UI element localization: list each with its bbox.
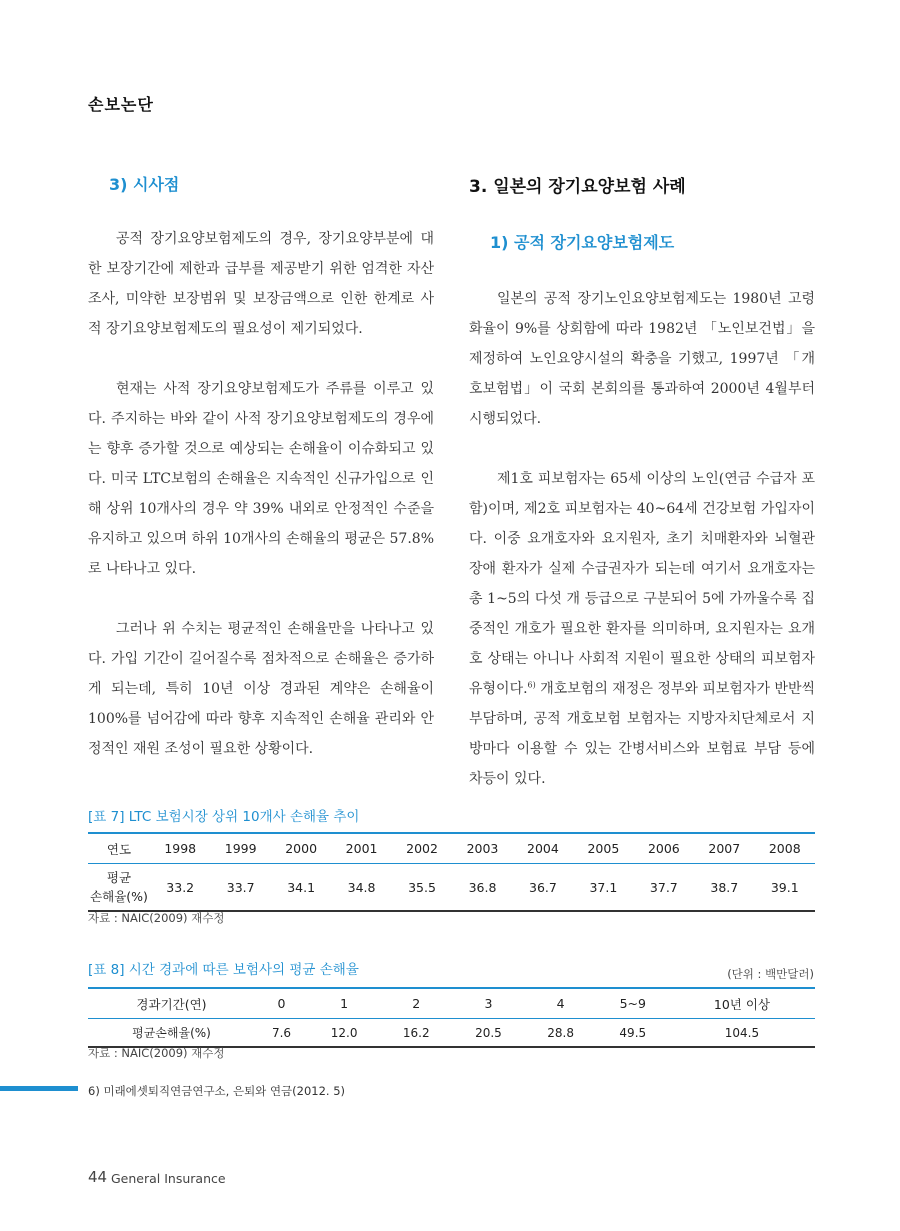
right-heading: 3. 일본의 장기요양보험 사례: [469, 177, 686, 197]
table-row: [88, 864, 815, 912]
table8: [88, 987, 815, 1048]
table7-header-cell: 2005: [573, 833, 633, 864]
footnote-divider: [0, 1086, 78, 1091]
table7-cell: 39.1: [770, 879, 799, 895]
table7-cell: 33.2: [166, 879, 195, 895]
footnote-marker[interactable]: 6): [527, 680, 536, 690]
table8-cell: 7.6: [271, 1025, 292, 1040]
table8-header-cell: 2: [380, 988, 452, 1019]
table8-header-cell: 경과기간(연): [88, 988, 255, 1019]
table8-header-cell: 10년 이상: [669, 988, 815, 1019]
table7: [88, 832, 815, 912]
table7-cell: 36.8: [468, 879, 497, 895]
row-label-line: 평균: [106, 870, 132, 885]
left-paragraph: 공적 장기요양보험제도의 경우, 장기요양부분에 대한 보장기간에 제한과 급부를 제공받기 위한 엄격한 자산조사, 미약한 보장범위 및 보장금액으로 인한 한계로 사적 장기요양보험제도의 필요성이 제기되었다.: [88, 231, 434, 337]
table7-source: 자료 : NAIC(2009) 재수정: [88, 911, 225, 925]
right-paragraph: 일본의 공적 장기노인요양보험제도는 1980년 고령화율이 9%를 상회함에 따라 1982년 「노인보건법」을 제정하여 노인요양시설의 확충을 기했고, 1997년 「개호보험법」이 국회 본회의를 통과하여 2000년 4월부터 시행되었다.: [469, 291, 815, 427]
left-paragraph: 그러나 위 수치는 평균적인 손해율만을 나타나고 있다. 가입 기간이 길어질수록 점차적으로 손해율은 증가하게 되는데, 특히 10년 이상 경과된 계약은 손해율이 100%를 넘어감에 따라 향후 지속적인 손해율 관리와 안정적인 재원 조성이 필요한 상황이다.: [88, 621, 434, 757]
table7-cell: 34.1: [287, 879, 316, 895]
table7-header-row: [88, 833, 815, 864]
left-paragraph: 현재는 사적 장기요양보험제도가 주류를 이루고 있다. 주지하는 바와 같이 사적 장기요양보험제도의 경우에는 향후 증가할 것으로 예상되는 손해율이 이슈화되고 있다. 미국 LTC보험의 손해율은 지속적인 신규가입으로 인해 상위 10개사의 경우 약 39% 내외로 안정적인 수준을 유지하고 있으며 하위 10개사의 손해율의 평균은 57.8%로 나타나고 있다.: [88, 381, 434, 577]
paragraph-text: 제1호 피보험자는 65세 이상의 노인(연금 수급자 포함)이며, 제2호 피보험자는 40~64세 건강보험 가입자이다. 이중 요개호자와 요지원자, 초기 치매환자와 뇌혈관장애 환자가 실제 수급권자가 되는데 여기서 요개호자는 총 1~5의 다섯 개 등급으로 구분되어 5에 가까울수록 집중적인 개호가 필요한 환자를 의미하며, 요지원자는 요개호 상태는 아니나 사회적 지원이 필요한 상태의 피보험자 유형이다.: [469, 471, 815, 697]
right-column: [469, 284, 815, 794]
table7-header-cell: 연도: [88, 833, 150, 864]
table7-cell: 36.7: [529, 879, 557, 895]
table7-row-label: [88, 864, 150, 912]
table7-header-cell: 1998: [150, 833, 210, 864]
table7-cell: 37.1: [589, 879, 618, 895]
table7-cell: 34.8: [347, 879, 376, 895]
table7-header-cell: 2003: [452, 833, 512, 864]
footnote: 6) 미래에셋퇴직연금연구소, 은퇴와 연금(2012. 5): [88, 1084, 346, 1098]
page-footer-label: General Insurance: [111, 1171, 226, 1186]
table7-caption: [표 7] LTC 보험시장 상위 10개사 손해율 추이: [88, 809, 360, 825]
table7-header-cell: 1999: [210, 833, 270, 864]
table8-cell: 12.0: [330, 1025, 358, 1040]
paragraph-text: 개호보험의 재정은 정부와 피보험자가 반반씩 부담하며, 공적 개호보험 보험자는 지방자치단체로서 지방마다 이용할 수 있는 간병서비스와 보험료 부담 등에 차등이 있다.: [469, 681, 815, 787]
table7-header-cell: 2007: [694, 833, 754, 864]
left-column: [88, 224, 434, 764]
table8-unit: (단위 : 백만달러): [727, 967, 814, 981]
table8-header-cell: 4: [525, 988, 597, 1019]
table8-header-cell: 5~9: [597, 988, 669, 1019]
table7-header-cell: 2002: [392, 833, 452, 864]
table8-cell: 28.8: [547, 1025, 574, 1040]
page-number: 44: [88, 1168, 108, 1186]
table8-row-label: 평균손해율(%): [132, 1026, 211, 1040]
row-label-line: 손해율(%): [90, 889, 148, 904]
table8-caption: [표 8] 시간 경과에 따른 보험사의 평균 손해율: [88, 962, 359, 978]
table8-header-cell: 0: [255, 988, 308, 1019]
right-subheading: 1) 공적 장기요양보험제도: [490, 233, 675, 252]
table8-source: 자료 : NAIC(2009) 재수정: [88, 1046, 225, 1060]
table7-header-cell: 2000: [271, 833, 331, 864]
table8-cell: 20.5: [475, 1025, 502, 1040]
table8-header-cell: 1: [308, 988, 380, 1019]
table8-cell: 49.5: [619, 1025, 647, 1040]
left-heading: 3) 시사점: [109, 175, 180, 194]
table8-cell: 104.5: [724, 1025, 760, 1040]
table8-cell: 16.2: [402, 1025, 430, 1040]
table7-cell: 35.5: [408, 879, 436, 895]
table8-header-row: [88, 988, 815, 1019]
table8-header-cell: 3: [452, 988, 524, 1019]
table7-header-cell: 2004: [513, 833, 573, 864]
right-paragraph: [469, 464, 815, 794]
section-header: 손보논단: [88, 95, 154, 114]
table7-cell: 37.7: [649, 879, 678, 895]
table-row: [88, 1019, 815, 1048]
table7-cell: 38.7: [710, 879, 739, 895]
table7-header-cell: 2006: [634, 833, 694, 864]
table7-header-cell: 2008: [755, 833, 815, 864]
table7-header-cell: 2001: [331, 833, 391, 864]
table7-cell: 33.7: [226, 879, 255, 895]
